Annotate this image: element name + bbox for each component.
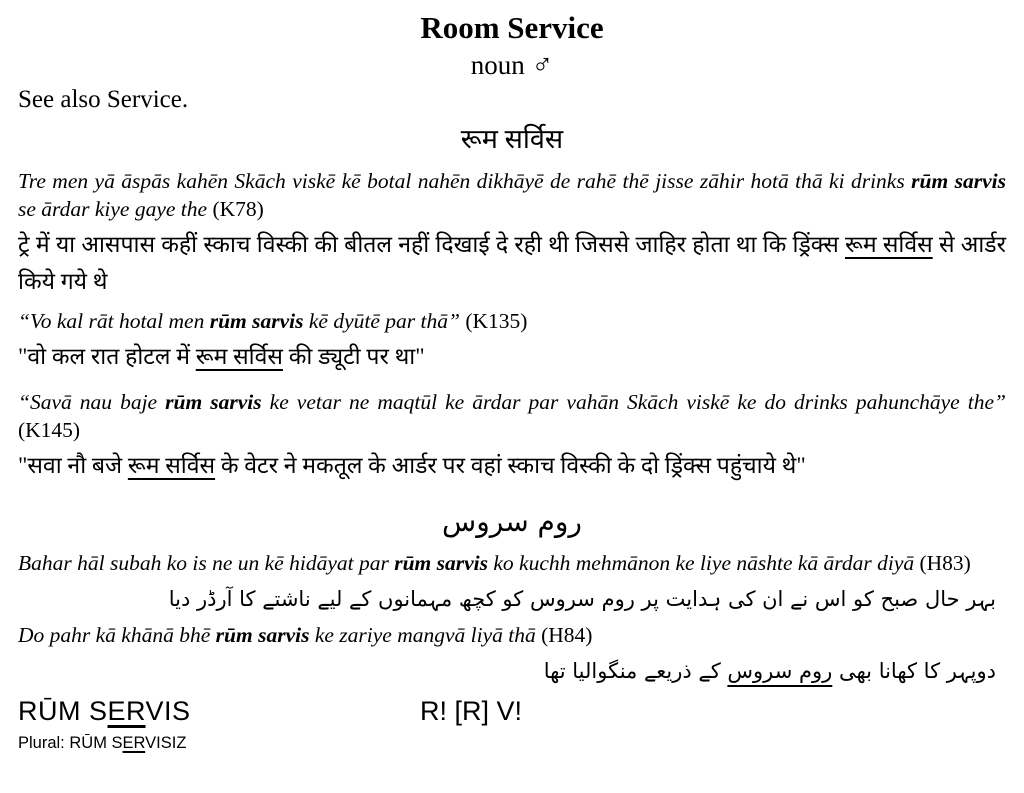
- translation-text: से आर्डर किये गये थे: [18, 231, 1006, 294]
- headword-underlined: روم سروس: [727, 658, 833, 683]
- entry-title: Room Service: [420, 10, 604, 45]
- part-of-speech-label: noun: [470, 49, 525, 80]
- headword-caps-text: RŪM S: [18, 696, 108, 727]
- citation-ref: (K135): [465, 309, 528, 334]
- plural-value-underlined: ER: [122, 733, 146, 752]
- see-also-note: [18, 86, 1006, 114]
- see-also-text: See also Service.: [18, 85, 189, 113]
- citation-roman-k78: [18, 168, 1006, 224]
- citation-text: ko kuchh mehmānon ke liye nāshte kā ārdar diyā: [488, 551, 920, 576]
- pronunciation: R! [R] V!: [420, 696, 523, 727]
- plural-value-text: VISIZ: [145, 733, 187, 752]
- headword-caps-text: VIS: [145, 696, 191, 727]
- citation-ref: (H84): [541, 622, 593, 647]
- translation-text: "वो कल रात होटल में: [18, 344, 196, 370]
- headword-emphasis: rūm sarvis: [165, 390, 262, 415]
- citation-roman-h83: [18, 550, 1006, 578]
- citation-text: kē dyūtē par thā”: [303, 309, 466, 334]
- translation-text: "सवा नौ बजे: [18, 453, 128, 479]
- citation-ref: (H83): [919, 551, 971, 576]
- citation-text: “Savā nau baje: [18, 390, 166, 415]
- headword-emphasis: rūm sarvis: [215, 622, 310, 647]
- citation-roman-k145: [18, 389, 1006, 445]
- hindi-headword: रूम सर्विस: [460, 124, 564, 155]
- plural-value-text: RŪM S: [69, 733, 123, 752]
- citation-roman-h84: [18, 622, 1006, 650]
- citation-hindi-k145: [18, 447, 1006, 484]
- citation-text: Bahar hāl subah ko is ne un kē hidāyat par: [18, 551, 395, 576]
- headword-underlined: रूम सर्विस: [845, 231, 933, 257]
- citation-urdu-h84: [18, 656, 996, 688]
- citation-urdu-h83: [18, 584, 996, 616]
- headword-emphasis: rūm sarvis: [911, 168, 1006, 193]
- citation-text: ke zariye mangvā liyā thā: [309, 622, 542, 647]
- citation-text: “Vo kal rāt hotal men: [18, 309, 210, 334]
- headword-caps-underlined: ER: [107, 696, 146, 727]
- part-of-speech-line: [18, 49, 1006, 82]
- translation-text: بہر حال صبح کو اس نے ان کی ہدایت پر روم سروس کو کچھ مہمانوں کے لیے ناشتے کا آرڈر دیا: [168, 587, 996, 612]
- citation-text: se ārdar kiye gaye the: [18, 196, 213, 221]
- citation-text: Tre men yā āspās kahēn Skāch viskē kē botal nahēn dikhāyē de rahē thē jisse zāhir hotā thā ki drinks: [18, 168, 912, 193]
- headword-emphasis: rūm sarvis: [209, 309, 304, 334]
- citation-text: ke vetar ne maqtūl ke ārdar par vahān Skāch viskē ke do drinks pahunchāye the”: [261, 390, 1006, 415]
- headword-emphasis: rūm sarvis: [394, 551, 489, 576]
- plural-label: Plural:: [18, 733, 70, 752]
- headword-underlined: रूम सर्विस: [127, 453, 216, 479]
- citation-text: Do pahr kā khānā bhē: [18, 622, 216, 647]
- translation-text: के वेटर ने मकतूल के आर्डर पर वहां स्काच विस्की के दो ड्रिंक्स पहुंचाये थे": [215, 453, 806, 479]
- urdu-headword: روم سروس: [442, 504, 582, 538]
- male-gender-icon: ♂: [531, 48, 554, 81]
- translation-text: دوپہر کا کھانا بھی: [832, 658, 996, 683]
- translation-text: ट्रे में या आसपास कहीं स्काच विस्की की बीतल नहीं दिखाई दे रही थी जिससे जाहिर होता था कि ड्रिंक्स: [18, 231, 845, 257]
- citation-hindi-k135: [18, 338, 1006, 375]
- plural-line: [18, 733, 1006, 754]
- citation-roman-k135: [18, 308, 1006, 336]
- citation-ref: (K145): [18, 418, 81, 443]
- citation-ref: (K78): [212, 196, 264, 221]
- citation-hindi-k78: [18, 226, 1006, 301]
- headword-underlined: रूम सर्विस: [195, 344, 283, 370]
- translation-text: کے ذریعے منگوالیا تھا: [543, 658, 728, 683]
- entry-footer: [18, 697, 1006, 727]
- translation-text: की ड्यूटी पर था": [282, 344, 425, 370]
